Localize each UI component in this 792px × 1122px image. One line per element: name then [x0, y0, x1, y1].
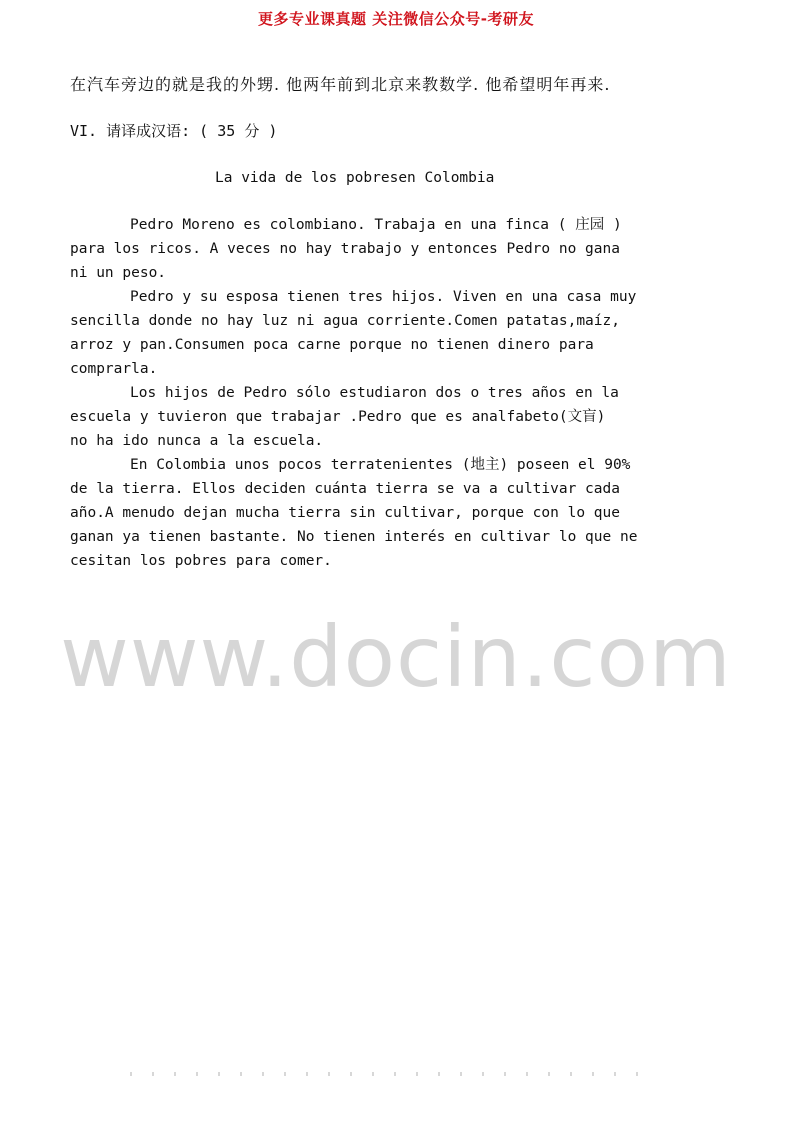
passage-line: de la tierra. Ellos deciden cuánta tierra se va a cultivar cada	[70, 481, 620, 497]
passage-line: para los ricos. A veces no hay trabajo y entonces Pedro no gana	[70, 241, 620, 257]
passage-line: comprarla.	[70, 361, 158, 377]
watermark: www.docin.com	[60, 608, 732, 706]
passage-line: sencilla donde no hay luz ni agua corriente.Comen patatas,maíz,	[70, 313, 620, 329]
passage-line: Pedro Moreno es colombiano. Trabaja en una finca ( 庄园 )	[130, 217, 622, 233]
passage-line: Los hijos de Pedro sólo estudiaron dos o tres años en la	[130, 385, 619, 401]
passage-line: escuela y tuvieron que trabajar .Pedro que es analfabeto(文盲)	[70, 409, 606, 425]
passage-line: arroz y pan.Consumen poca carne porque no tienen dinero para	[70, 337, 594, 353]
header-banner: 更多专业课真题 关注微信公众号-考研友	[258, 10, 534, 28]
passage-line: ganan ya tienen bastante. No tienen interés en cultivar lo que ne	[70, 529, 638, 545]
passage-line: año.A menudo dejan mucha tierra sin cultivar, porque con lo que	[70, 505, 620, 521]
scan-artifact-divider	[130, 1072, 650, 1076]
passage-title: La vida de los pobresen Colombia	[215, 170, 495, 186]
passage-line: ni un peso.	[70, 265, 167, 281]
passage-line: cesitan los pobres para comer.	[70, 553, 332, 569]
passage-body	[70, 213, 730, 573]
passage-line: En Colombia unos pocos terratenientes (地主) poseen el 90%	[130, 457, 631, 473]
section-heading: VI. 请译成汉语: ( 35 分 )	[70, 122, 278, 140]
passage-line: no ha ido nunca a la escuela.	[70, 433, 324, 449]
chinese-sentence: 在汽车旁边的就是我的外甥. 他两年前到北京来教数学. 他希望明年再来.	[70, 75, 611, 94]
passage-line: Pedro y su esposa tienen tres hijos. Viven en una casa muy	[130, 289, 637, 305]
